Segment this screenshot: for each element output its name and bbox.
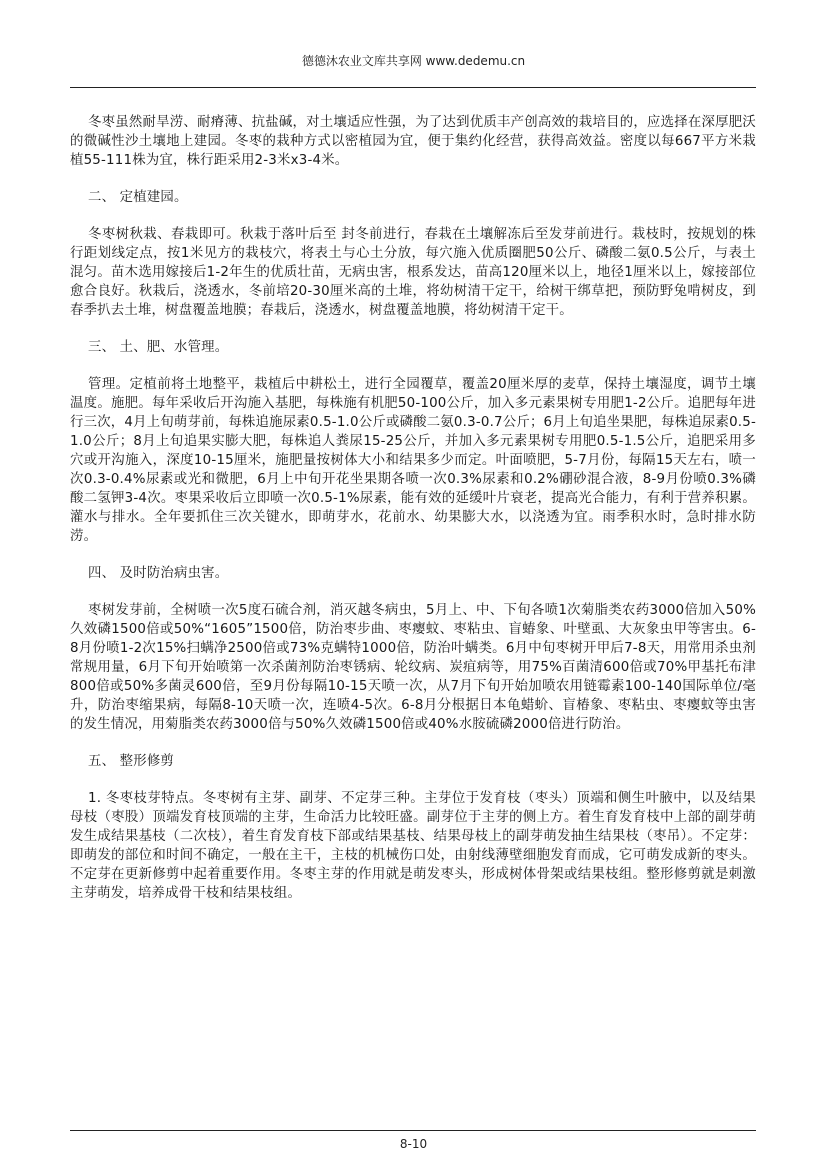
document-body	[70, 113, 756, 903]
paragraph-pruning: 1. 冬枣枝芽特点。冬枣树有主芽、副芽、不定芽三种。主芽位于发育枝（枣头）顶端和侧生叶腋中，以及结果母枝（枣股）顶端发育枝顶端的主芽，生命活力比较旺盛。副芽位于主芽的侧上方。着生育发育枝中上部的副芽萌发生成结果基枝（二次枝），着生育发育枝下部或结果基枝、结果母枝上的副芽萌发抽生结果枝（枣吊）。不定芽：即萌发的部位和时间不确定，一般在主干，主枝的机械伤口处，由射线薄壁细胞发育而成，它可萌发成新的枣头。不定芽在更新修剪中起着重要作用。冬枣主芽的作用就是萌发枣头，形成树体骨架或结果枝组。整形修剪就是刺激 主芽萌发，培养成骨干枝和结果枝组。	[70, 791, 756, 901]
footer-rule	[70, 1130, 756, 1131]
paragraph-site-selection: 冬枣虽然耐旱涝、耐瘠薄、抗盐碱，对土壤适应性强，为了达到优质丰产创高效的栽培目的，应选择在深厚肥沃的微碱性沙土壤地上建园。冬枣的栽种方式以密植园为宜，便于集约化经营，获得高效益。密度以每667平方米栽植55-111株为宜，株行距采用2-3米x3-4米。	[70, 115, 756, 168]
paragraph-pest-control: 枣树发芽前，全树喷一次5度石硫合剂，消灭越冬病虫，5月上、中、下旬各喷1次菊脂类农药3000倍加入50%久效磷1500倍或50%“1605”1500倍，防治枣步曲、枣瘿蚊、枣粘虫、盲蝽象、叶壁虱、大灰象虫甲等害虫。6-8月份喷1-2次15%扫螨净2500倍或73%克螨特1000倍，防治叶螨类。6月中旬枣树开甲后7-8天，用常用杀虫剂常规用量，6月下旬开始喷第一次杀菌剂防治枣锈病、轮纹病、炭疽病等，用75%百菌清600倍或70%甲基托布津800倍或50%多菌灵600倍，至9月份每隔10-15天喷一次，从7月下旬开始加喷农用链霉素100-140国际单位/毫升，防治枣缩果病，每隔8-10天喷一次，连喷4-5次。6-8月分根据日本龟蜡蚧、盲椿象、枣粘虫、枣瘿蚊等虫害的发生情况，用菊脂类农药3000倍与50%久效磷1500倍或40%水胺硫磷2000倍进行防治。	[70, 603, 756, 732]
paragraph-planting: 冬枣树秋栽、春栽即可。秋栽于落叶后至 封冬前进行，春栽在土壤解冻后至发芽前进行。栽枝时，按规划的株行距划线定点，按1米见方的栽枝穴，将表土与心土分放，每穴施入优质圈肥50公斤、磷酸二氨0.5公斤，与表土混匀。苗木选用嫁接后1-2年生的优质壮苗，无病虫害，根系发达，苗高120厘米以上，地径1厘米以上，嫁接部位愈合良好。秋栽后，浇透水，冬前培20-30厘米高的土堆，将幼树清干定干，给树干绑草把，预防野兔啃树皮，到春季扒去土堆，树盘覆盖地膜；春栽后，浇透水，树盘覆盖地膜，将幼树清干定干。	[70, 227, 756, 318]
section-heading-soil-fertilizer-water: 三、 土、肥、水管理。	[88, 340, 229, 355]
section-heading-pest-control: 四、 及时防治病虫害。	[88, 566, 229, 581]
page-number: 8-10	[399, 1137, 428, 1151]
section-heading-pruning: 五、 整形修剪	[88, 754, 174, 769]
header-rule	[70, 87, 756, 88]
paragraph-soil-fertilizer-water: 管理。定植前将土地整平，栽植后中耕松土，进行全园覆草，覆盖20厘米厚的麦草，保持土壤湿度，调节土壤温度。施肥。每年采收后开沟施入基肥，每株施有机肥50-100公斤，加入多元素果树专用肥1-2公斤。追肥每年进行三次，4月上旬萌芽前，每株追施尿素0.5-1.0公斤或磷酸二氨0.3-0.7公斤；6月上旬追坐果肥，每株追尿素0.5-1.0公斤；8月上旬追果实膨大肥，每株追人粪尿15-25公斤，并加入多元素果树专用肥0.5-1.5公斤，追肥采用多穴或开沟施入，深度10-15厘米，施肥量按树体大小和结果多少而定。叶面喷肥，5-7月份，每隔15天左右，喷一次0.3-0.4%尿素或光和微肥，6月上中旬开花坐果期各喷一次0.3%尿素和0.2%硼砂混合液，8-9月份喷0.3%磷酸二氢钾3-4次。枣果采收后立即喷一次0.5-1%尿素，能有效的延缓叶片衰老，提高光合能力，有利于营养积累。灌水与排水。全年要抓住三次关键水，即萌芽水，花前水、幼果膨大水，以浇透为宜。雨季积水时，急时排水防涝。	[70, 377, 756, 544]
section-heading-planting: 二、 定植建园。	[88, 190, 188, 205]
page-header: 德德沐农业文库共享网 www.dedemu.cn	[301, 54, 526, 68]
